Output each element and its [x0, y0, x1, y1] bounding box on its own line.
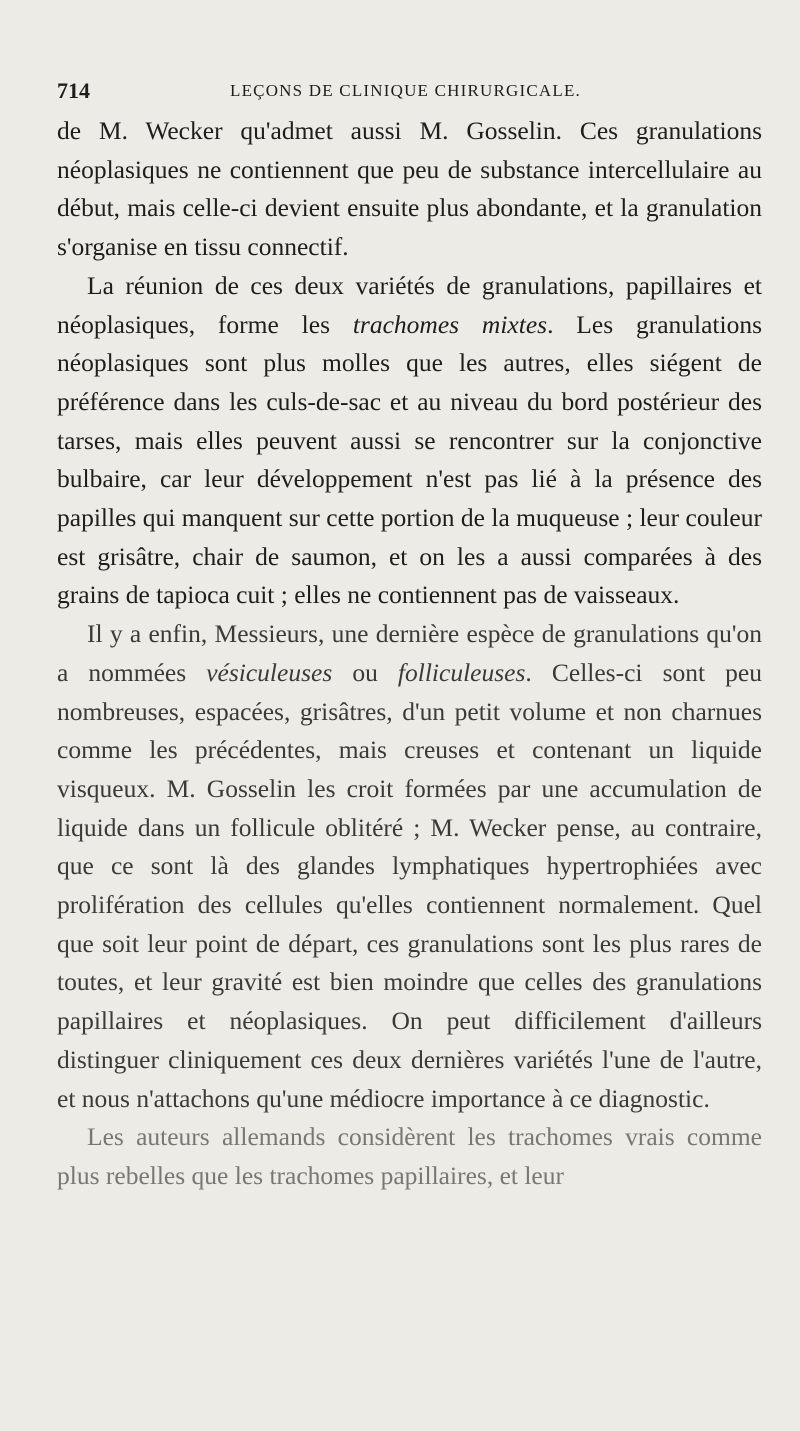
paragraph-2-text-b: . Les granulations néoplasiques sont plus molles que les autres, elles siégent de préférence dans les culs-de-sac et au niveau du bord postérieur des tarses, mais elles peuvent aussi se rencontrer sur la conjonctive bulbaire, car leur développement n'est pas lié à la présence des papilles qui manquent sur cette portion de la muqueuse ; leur couleur est grisâtre, chair de saumon, et on les a aussi comparées à des grains de tapioca cuit ; elles ne contiennent pas de vaisseaux.: [57, 309, 763, 610]
paragraph-1-text: de M. Wecker qu'admet aussi M. Gosselin. Ces granulations néoplasiques ne contiennent que peu de substance intercellulaire au début, mais celle-ci devient ensuite plus abondante, et la granulation s'organise en tissu connectif.: [57, 116, 762, 262]
paragraph-3-text-a: Il y a enfin, Messieurs, une dernière espèce de granulations qu'on a nommées: [57, 619, 762, 687]
paragraph-4-text: Les auteurs allemands considèrent les trachomes vrais comme plus rebelles que les trachomes papillaires, et leur: [57, 1122, 762, 1190]
paragraph-1: [57, 112, 762, 267]
paragraph-3: [57, 615, 762, 1118]
running-head: [57, 78, 762, 112]
paragraph-3-text-b: . Celles-ci sont peu nombreuses, espacées, grisâtres, d'un petit volume et non charnues comme les précédentes, mais creuses et contenant un liquide visqueux. M. Gosselin les croit formées par une accumulation de liquide dans un follicule oblitéré ; M. Wecker pense, au contraire, que ce sont là des glandes lymphatiques hypertrophiées avec prolifération des cellules qu'elles contiennent normalement. Quel que soit leur point de départ, ces granulations sont les plus rares de toutes, et leur gravité est bien moindre que celles des granulations papillaires et néoplasiques. On peut difficilement d'ailleurs distinguer cliniquement ces deux dernières variétés l'une de l'autre, et nous n'attachons qu'une médiocre importance à ce diagnostic.: [57, 657, 762, 1113]
term-trachomes-mixtes: trachomes mixtes: [352, 309, 548, 339]
paragraph-4: [57, 1118, 762, 1195]
term-folliculeuses: folliculeuses: [397, 657, 526, 687]
paragraph-3-text-mid: ou: [332, 657, 398, 687]
body-text: [57, 112, 762, 1196]
page-number: 714: [57, 78, 90, 103]
running-title: LEÇONS DE CLINIQUE CHIRURGICALE.: [230, 81, 581, 100]
paragraph-2: [57, 267, 762, 615]
paragraph-2-text-a: La réunion de ces deux variétés de granulations, papillaires et néoplasiques, forme les: [57, 270, 762, 339]
term-vesiculeuses: vésiculeuses: [206, 657, 333, 687]
